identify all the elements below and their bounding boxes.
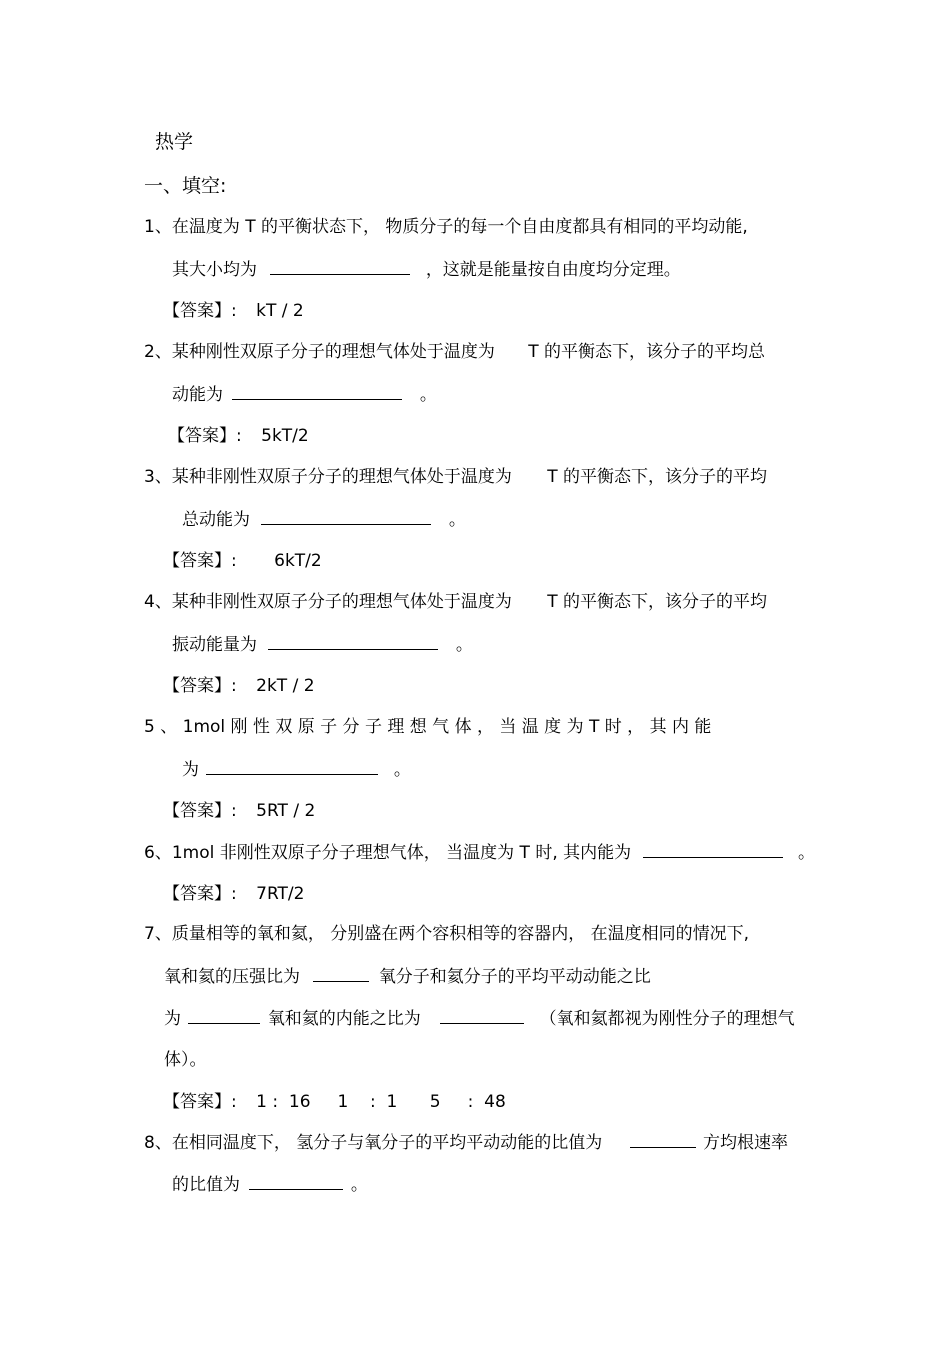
question-4-text-b: T 的平衡态下，该分子的平均 (547, 592, 768, 612)
answer-label: 【答案】: (163, 884, 237, 904)
answer-3 (163, 550, 322, 572)
answer-value: 6kT/2 (274, 551, 322, 571)
question-3-line-2 (182, 508, 466, 531)
question-7-blank-2[interactable] (188, 1007, 260, 1024)
answer-5 (163, 800, 315, 822)
question-2-blank[interactable] (232, 383, 402, 400)
question-3-text-a: 3、某种非刚性双原子分子的理想气体处于温度为 (144, 467, 512, 487)
question-7-text-e: （氧和氦都视为刚性分子的理想气 (539, 1009, 795, 1029)
question-5-text-b: 。 (393, 760, 411, 780)
question-4-text-d: 。 (455, 635, 473, 655)
answer-label: 【答案】: (163, 301, 237, 321)
answer-label: 【答案】: (168, 426, 242, 446)
question-1-blank[interactable] (270, 258, 410, 275)
question-2-text-b: T 的平衡态下，该分子的平均总 (528, 342, 766, 362)
question-1-line-1: 1、在温度为 T 的平衡状态下， 物质分子的每一个自由度都具有相同的平均动能, (144, 217, 748, 237)
question-7-line-3 (164, 1007, 795, 1030)
question-7-line-4: 体）。 (164, 1050, 207, 1070)
question-8-blank-2[interactable] (249, 1173, 343, 1190)
question-3-text-b: T 的平衡态下，该分子的平均 (547, 467, 768, 487)
question-8-text-b: 方均根速率 (703, 1133, 789, 1153)
question-8-line-1 (144, 1131, 788, 1154)
answer-7 (163, 1091, 506, 1113)
question-7-line-1: 7、质量相等的氧和氦， 分别盛在两个容积相等的容器内， 在温度相同的情况下, (144, 924, 750, 944)
answer-2 (168, 425, 309, 447)
question-7-blank-1[interactable] (313, 965, 369, 982)
question-6-blank[interactable] (643, 841, 783, 858)
question-4-line-1 (144, 591, 767, 613)
question-2-line-2 (172, 383, 437, 406)
question-2-text-c: 动能为 (172, 385, 223, 405)
question-3-text-d: 。 (448, 510, 466, 530)
answer-value: kT / 2 (256, 301, 304, 321)
question-8-text-a: 8、在相同温度下， 氢分子与氧分子的平均平动动能的比值为 (144, 1133, 603, 1153)
question-5-line-2 (182, 758, 411, 781)
question-3-line-1 (144, 466, 767, 488)
answer-value: 5RT / 2 (256, 801, 316, 821)
answer-4 (163, 675, 315, 697)
question-7-blank-3[interactable] (440, 1007, 524, 1024)
question-8-line-2 (172, 1173, 368, 1196)
answer-value: 5kT/2 (261, 426, 309, 446)
answer-value: 1 : 16 1 : 1 5 : 48 (256, 1092, 506, 1112)
question-2-text-a: 2、某种刚性双原子分子的理想气体处于温度为 (144, 342, 495, 362)
question-4-blank[interactable] (268, 633, 438, 650)
question-8-blank-1[interactable] (630, 1131, 696, 1148)
question-5-text-a: 为 (182, 760, 199, 780)
question-7-text-c: 为 (164, 1009, 181, 1029)
question-6-text-b: 。 (797, 843, 815, 863)
question-8-text-c: 的比值为 (172, 1175, 240, 1195)
question-1-text-a: 其大小均为 (172, 260, 257, 280)
answer-1 (163, 300, 304, 322)
question-4-text-a: 4、某种非刚性双原子分子的理想气体处于温度为 (144, 592, 512, 612)
question-3-blank[interactable] (261, 508, 431, 525)
question-4-text-c: 振动能量为 (172, 635, 257, 655)
question-1-text-b: ，这就是能量按自由度均分定理。 (425, 260, 681, 280)
answer-label: 【答案】: (163, 551, 237, 571)
question-1-line-2 (172, 258, 681, 281)
question-4-line-2 (172, 633, 473, 656)
question-5-blank[interactable] (206, 758, 378, 775)
question-6-text-a: 6、1mol 非刚性双原子分子理想气体， 当温度为 T 时, 其内能为 (144, 843, 632, 863)
question-6-line-1 (144, 841, 815, 864)
answer-value: 2kT / 2 (256, 676, 315, 696)
answer-label: 【答案】: (163, 801, 237, 821)
question-2-text-d: 。 (419, 385, 437, 405)
question-2-line-1 (144, 341, 765, 363)
answer-label: 【答案】: (163, 1092, 237, 1112)
doc-title: 热学 (155, 131, 194, 153)
question-5-line-1: 5 、 1mol 刚 性 双 原 子 分 子 理 想 气 体 ， 当 温 度 为 T 时 ， 其 内 能 (144, 717, 712, 737)
section-heading: 一、填空: (144, 175, 227, 197)
question-7-text-a: 氧和氦的压强比为 (164, 967, 300, 987)
question-7-text-b: 氧分子和氦分子的平均平动动能之比 (378, 967, 651, 987)
question-8-text-d: 。 (350, 1175, 368, 1195)
question-7-text-d: 氧和氦的内能之比为 (267, 1009, 421, 1029)
answer-6 (163, 883, 304, 905)
answer-value: 7RT/2 (256, 884, 305, 904)
answer-label: 【答案】: (163, 676, 237, 696)
question-3-text-c: 总动能为 (182, 510, 250, 530)
question-7-line-2 (164, 965, 651, 988)
